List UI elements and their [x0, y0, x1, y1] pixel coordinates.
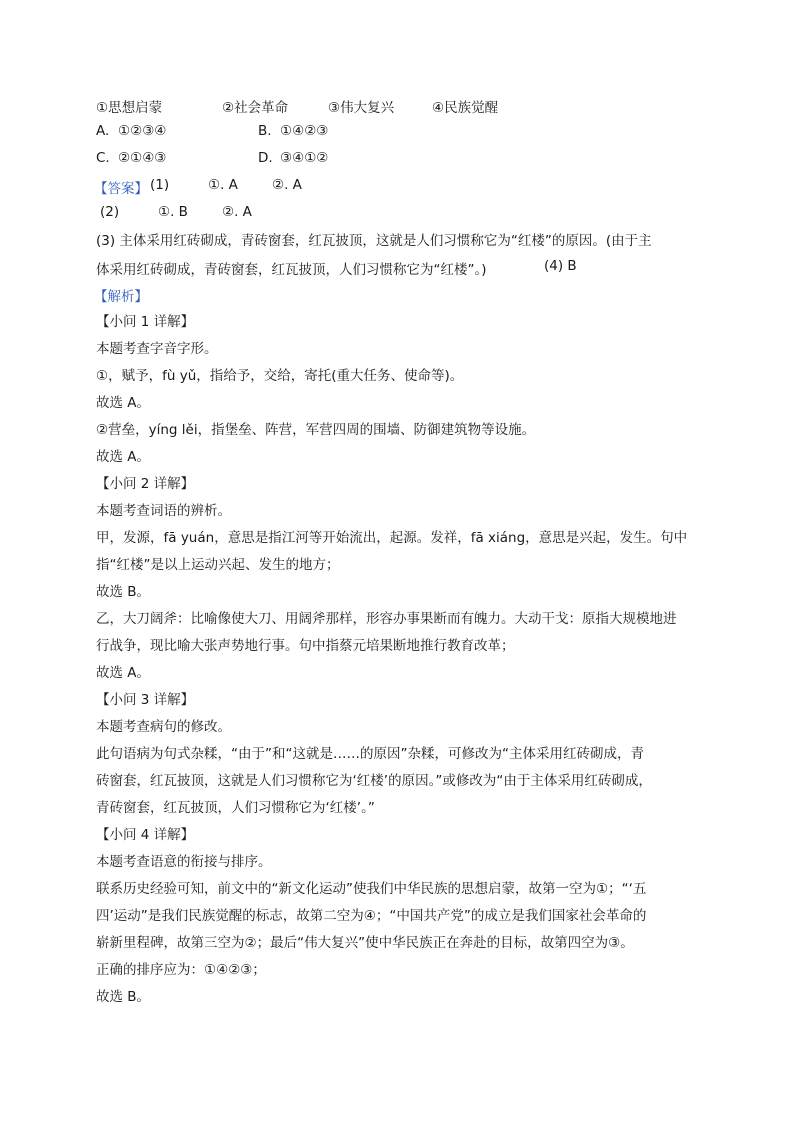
choice-d-label: D. [258, 150, 273, 166]
section-4-title: 【小问 4 详解】 [96, 827, 195, 843]
section-3-line: 青砖窗套，红瓦披顶，人们习惯称它为‘红楼’。” [96, 800, 375, 816]
section-2-title: 【小问 2 详解】 [96, 476, 195, 492]
choice-c-text: ②①④③ [118, 150, 167, 166]
section-3-line: 此句语病为句式杂糅，“由于”和“这就是……的原因”杂糅，可修改为“主体采用红砖砌成，青 [96, 746, 644, 762]
section-2-line: 乙，大刀阔斧：比喻像使大刀、用阔斧那样，形容办事果断而有魄力。大动干戈：原指大规模地进 [96, 611, 677, 627]
choice-d-text: ③④①② [280, 150, 329, 166]
option-1: ①思想启蒙 [96, 100, 163, 116]
section-1-title: 【小问 1 详解】 [96, 314, 195, 330]
answer-q1-label: (1) [150, 177, 170, 193]
answer-q2-blank1: ①. B [158, 204, 188, 220]
section-4-line: 联系历史经验可知，前文中的“新文化运动”使我们中华民族的思想启蒙，故第一空为①；“‘五 [96, 881, 647, 897]
section-2-line: 故选 A。 [96, 665, 151, 681]
section-3-title: 【小问 3 详解】 [96, 692, 195, 708]
choice-a-label: A. [96, 123, 110, 139]
section-1-line: ②营垒，yíng lěi，指堡垒、阵营，军营四周的围墙、防御建筑物等设施。 [96, 422, 536, 438]
section-2-line: 指“红楼”是以上运动兴起、发生的地方； [96, 557, 340, 573]
answer-tag: 【答案】 [94, 181, 148, 197]
option-3: ③伟大复兴 [328, 100, 395, 116]
section-2-line: 本题考查词语的辨析。 [96, 503, 231, 519]
answer-q3-line2: 体采用红砖砌成，青砖窗套，红瓦披顶，人们习惯称它为“红楼”。) [96, 262, 487, 278]
section-1-line: 本题考查字音字形。 [96, 341, 218, 357]
answer-q2-label: (2) [100, 204, 120, 220]
option-4: ④民族觉醒 [432, 100, 499, 116]
section-3-line: 砖窗套，红瓦披顶，这就是人们习惯称它为‘红楼’的原因。”或修改为“由于主体采用红砖砌成， [96, 773, 652, 789]
section-2-line: 甲，发源，fā yuán，意思是指江河等开始流出，起源。发祥，fā xiáng，意思是兴起，发生。句中 [96, 530, 688, 546]
answer-q2-blank2: ②. A [222, 204, 252, 220]
answer-q3-line1: (3) 主体采用红砖砌成，青砖窗套，红瓦披顶，这就是人们习惯称它为“红楼”的原因。(由于主 [96, 233, 652, 249]
answer-q4: (4) B [544, 258, 577, 274]
option-2: ②社会革命 [222, 100, 289, 116]
section-1-line: 故选 A。 [96, 395, 151, 411]
section-4-line: 四’运动”是我们民族觉醒的标志，故第二空为④；“中国共产党”的成立是我们国家社会革命的 [96, 908, 647, 924]
section-4-line: 故选 B。 [96, 989, 151, 1005]
section-3-line: 本题考查病句的修改。 [96, 719, 231, 735]
answer-q1-blank2: ②. A [272, 177, 302, 193]
choice-c-label: C. [96, 150, 110, 166]
section-2-line: 行战争，现比喻大张声势地行事。句中指蔡元培果断地推行教育改革； [96, 638, 515, 654]
section-2-line: 故选 B。 [96, 584, 151, 600]
section-4-line: 正确的排序应为：①④②③； [96, 962, 266, 978]
answer-q1-blank1: ①. A [208, 177, 238, 193]
choice-b-label: B. [258, 123, 272, 139]
section-1-line: 故选 A。 [96, 449, 151, 465]
section-4-line: 崭新里程碑，故第三空为②；最后“伟大复兴”使中华民族正在奔赴的目标，故第四空为③。 [96, 935, 634, 951]
analysis-tag: 【解析】 [94, 289, 148, 305]
section-4-line: 本题考查语意的衔接与排序。 [96, 854, 272, 870]
section-1-line: ①，赋予，fù yǔ，指给予，交给，寄托(重大任务、使命等)。 [96, 368, 464, 384]
choice-a-text: ①②③④ [118, 123, 167, 139]
choice-b-text: ①④②③ [280, 123, 329, 139]
